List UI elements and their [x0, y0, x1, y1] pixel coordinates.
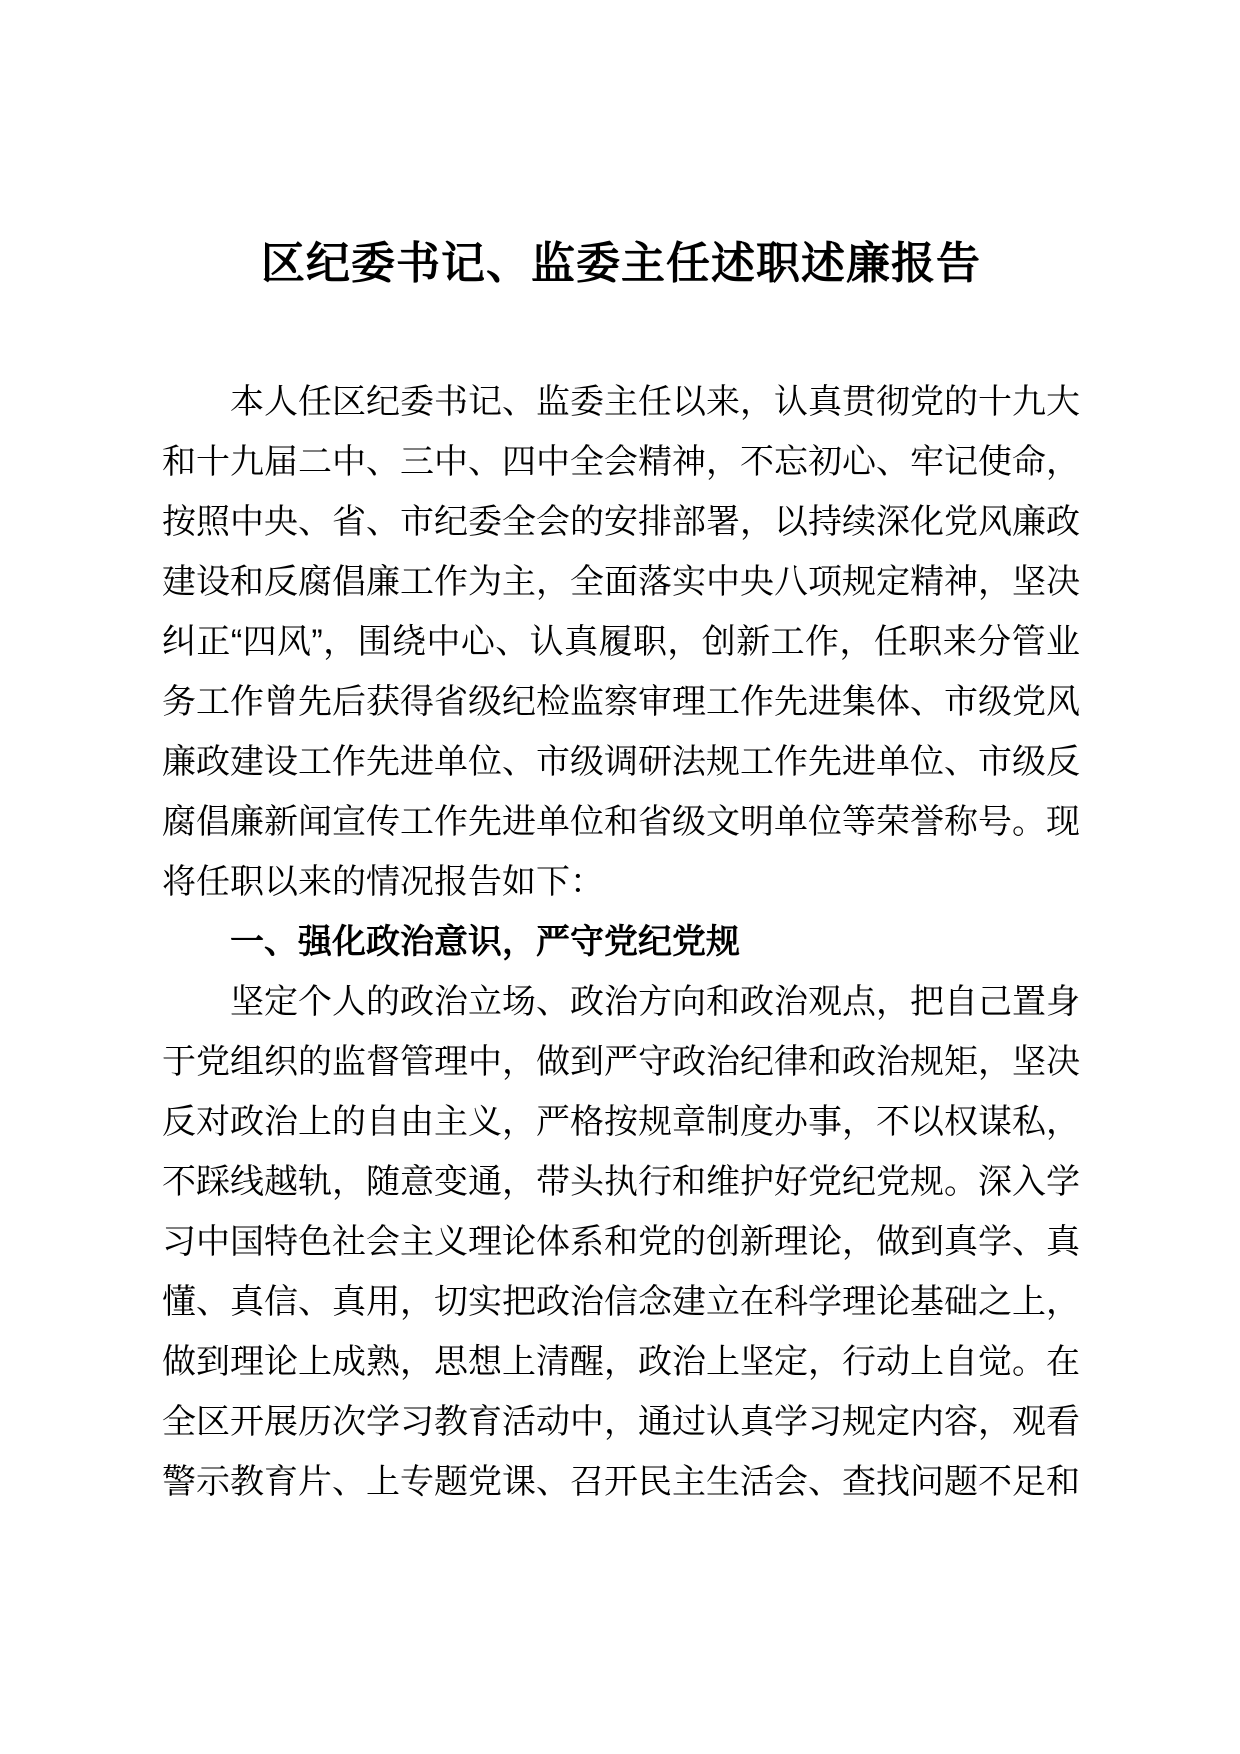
document-title: 区纪委书记、监委主任述职述廉报告 — [261, 239, 981, 288]
section-heading-1: 一、强化政治意识，严守党纪党规 — [230, 923, 740, 961]
intro-paragraph: 本人任区纪委书记、监委主任以来，认真贯彻党的十九大和十九届二中、三中、四中全会精神，不忘初心、牢记使命，按照中央、省、市纪委全会的安排部署，以持续深化党风廉政建设和反腐倡廉工作为主，全面落实中央八项规定精神，坚决纠正“四风”，围绕中心、认真履职，创新工作，任职来分管业务工作曾先后获得省级纪检监察审理工作先进集体、市级党风廉政建设工作先进单位、市级调研法规工作先进单位、市级反腐倡廉新闻宣传工作先进单位和省级文明单位等荣誉称号。现将任职以来的情况报告如下： — [162, 383, 1080, 901]
section-1-paragraph: 坚定个人的政治立场、政治方向和政治观点，把自己置身于党组织的监督管理中，做到严守政治纪律和政治规矩，坚决反对政治上的自由主义，严格按规章制度办事，不以权谋私，不踩线越轨，随意变通，带头执行和维护好党纪党规。深入学习中国特色社会主义理论体系和党的创新理论，做到真学、真懂、真信、真用，切实把政治信念建立在科学理论基础之上，做到理论上成熟，思想上清醒，政治上坚定，行动上自觉。在全区开展历次学习教育活动中，通过认真学习规定内容，观看警示教育片、上专题党课、召开民主生活会、查找问题不足和 — [162, 983, 1080, 1501]
document-body — [162, 372, 1080, 1512]
